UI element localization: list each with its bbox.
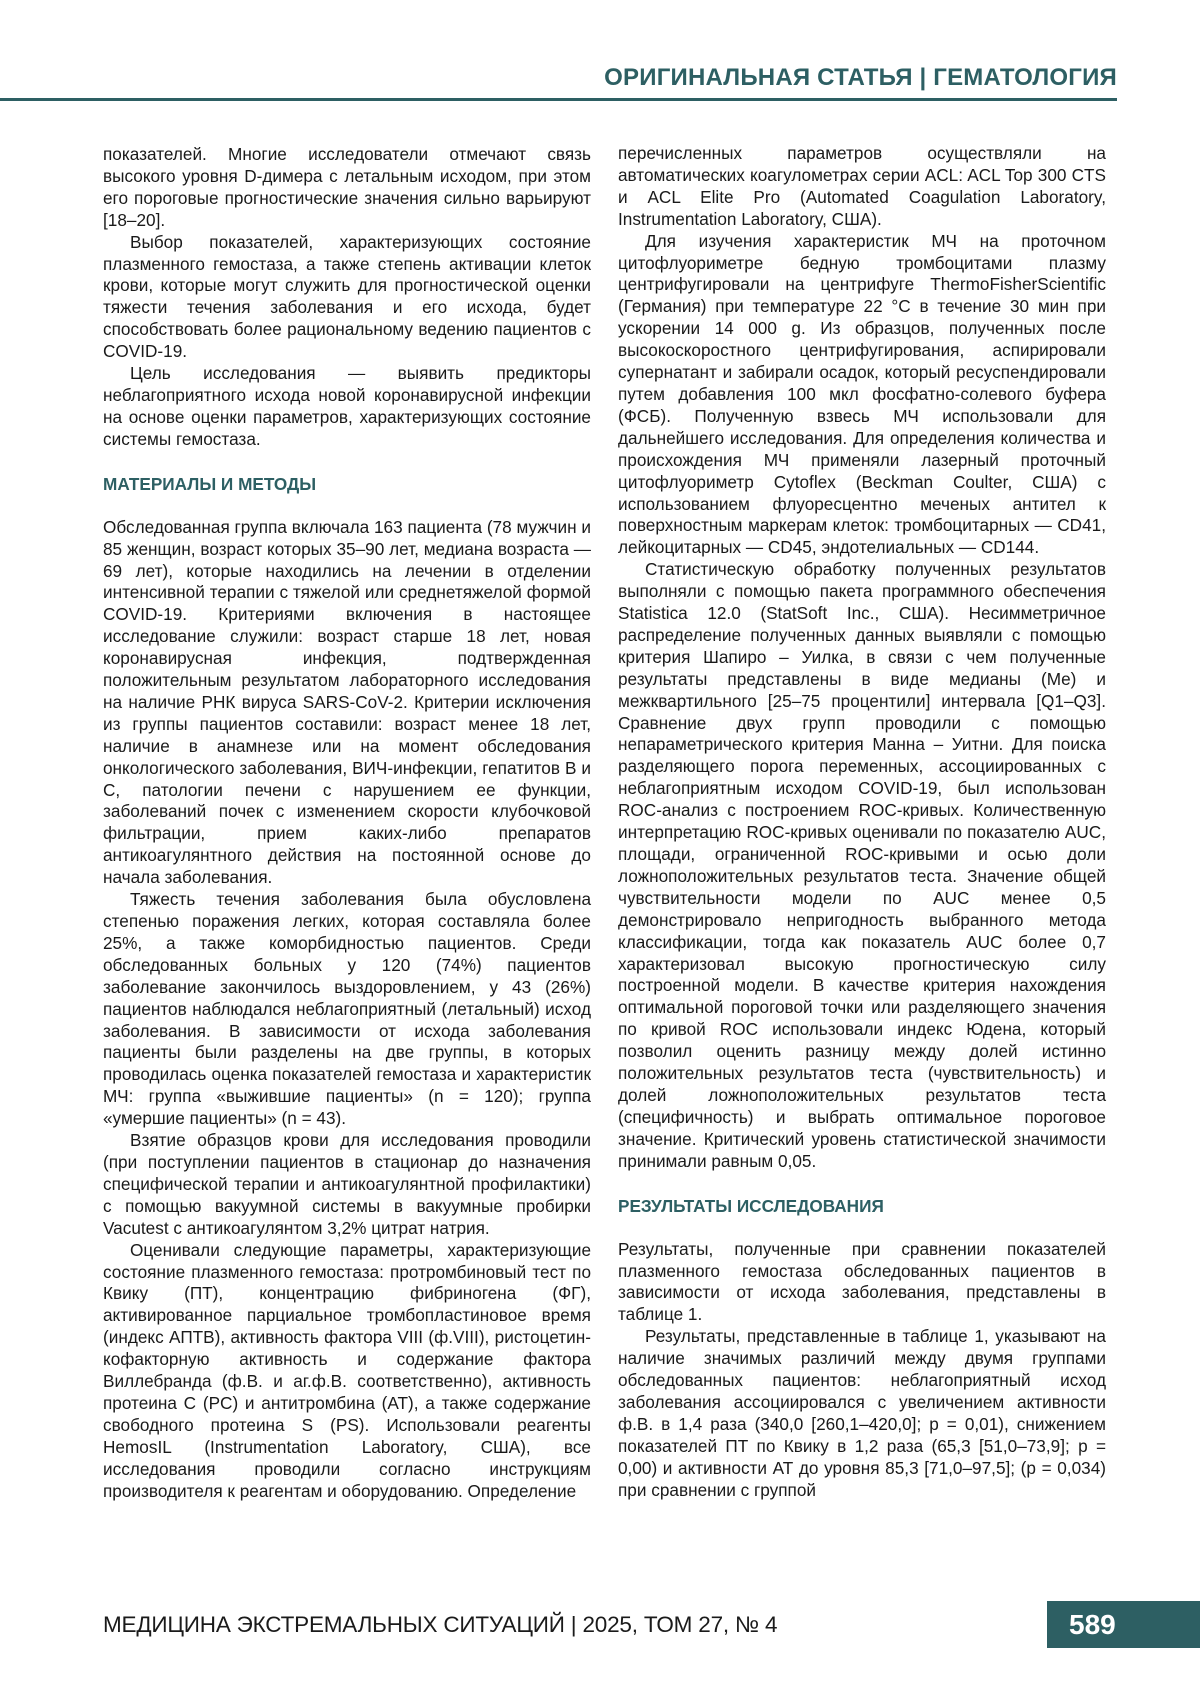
section-heading-results: РЕЗУЛЬТАТЫ ИССЛЕДОВАНИЯ <box>618 1195 884 1216</box>
section-heading-methods: МАТЕРИАЛЫ И МЕТОДЫ <box>103 473 317 494</box>
paragraph: Оценивали следующие параметры, характеризующие состояние плазменного гемостаза: протромбиновый тест по Квику (ПТ), концентрацию фибриногена (ФГ), активированное парциальное тромбопластиновое время (индекс АПТВ), активность фактора VIII (ф.VIII), ристоцетин-кофакторную активность и содержание фактора Виллебранда (ф.В. и аг.ф.В. соответственно), активность протеина С (PC) и антитромбина (AT), а также содержание свободного протеина S (PS). Использовали реагенты HemosIL (Instrumentation Laboratory, США), все исследования проводили согласно инструкциям производителя к реагентам и оборудованию. Определение <box>103 1239 591 1501</box>
page-number-box <box>1047 1601 1200 1648</box>
left-column <box>103 144 591 1502</box>
paragraph: Для изучения характеристик МЧ на проточном цитофлуориметре бедную тромбоцитами плазму центрифугировали на центрифуге ThermoFisherScientific (Германия) при температуре 22 °C в течение 30 мин при ускорении 14 000 g. Из образцов, полученных после высокоскоростного центрифугирования, аспирировали супернатант и забирали осадок, который ресуспендировали путем добавления 100 мкл фосфатно-солевого буфера (ФСБ). Полученную взвесь МЧ использовали для дальнейшего исследования. Для определения количества и происхождения МЧ применяли лазерный проточный цитофлуориметр Cytoflex (Beckman Coulter, США) с использованием флуоресцентно меченых антител к поверхностным маркерам клеток: тромбоцитарных — CD41, лейкоцитарных — CD45, эндотелиальных — CD144. <box>618 230 1106 558</box>
paragraph: перечисленных параметров осуществляли на автоматических коагулометрах серии ACL: ACL Top 300 CTS и ACL Elite Pro (Automated Coagulation Laboratory, Instrumentation Laboratory, США). <box>618 143 1106 229</box>
paragraph: показателей. Многие исследователи отмечают связь высокого уровня D-димера с летальным исходом, при этом его пороговые прогностические значения сильно варьируют [18–20]. <box>103 144 591 230</box>
paragraph: Обследованная группа включала 163 пациента (78 мужчин и 85 женщин, возраст которых 35–90 лет, медиана возраста — 69 лет), которые находились на лечении в отделении интенсивной терапии с тяжелой или среднетяжелой формой COVID-19. Критериями включения в настоящее исследование служили: возраст старше 18 лет, новая коронавирусная инфекция, подтвержденная положительным результатом лабораторного исследования на наличие РНК вируса SARS-CoV-2. Критерии исключения из группы пациентов составили: возраст менее 18 лет, наличие в анамнезе или на момент обследования онкологического заболевания, ВИЧ-инфекции, гепатитов В и С, патологии печени с нарушением ее функции, заболеваний почек с изменением скорости клубочковой фильтрации, прием каких-либо препаратов антикоагулянтного действия на постоянной основе до начала заболевания. <box>103 516 591 888</box>
paragraph: Результаты, полученные при сравнении показателей плазменного гемостаза обследованных пациентов в зависимости от исхода заболевания, представлены в таблице 1. <box>618 1238 1106 1325</box>
paragraph: Взятие образцов крови для исследования проводили (при поступлении пациентов в стационар до назначения специфической терапии и антикоагулянтной профилактики) с помощью вакуумной системы в вакуумные пробирки Vacutest с антикоагулянтом 3,2% цитрат натрия. <box>103 1130 591 1238</box>
paragraph: Тяжесть течения заболевания была обусловлена степенью поражения легких, которая составляла более 25%, а также коморбидностью пациентов. Среди обследованных больных у 120 (74%) пациентов заболевание закончилось выздоровлением, у 43 (26%) пациентов наблюдался неблагоприятный (летальный) исход заболевания. В зависимости от исхода заболевания пациенты были разделены на две группы, в которых проводилась оценка показателей гемостаза и характеристик МЧ: группа «выжившие пациенты» (n = 120); группа «умершие пациенты» (n = 43). <box>103 889 591 1129</box>
paragraph: Цель исследования — выявить предикторы неблагоприятного исхода новой коронавирусной инфекции на основе оценки параметров, характеризующих состояние системы гемостаза. <box>103 363 591 449</box>
paragraph: Результаты, представленные в таблице 1, указывают на наличие значимых различий между двумя группами обследованных пациентов: неблагоприятный исход заболевания ассоциировался с увеличением активности ф.В. в 1,4 раза (340,0 [260,1–420,0]; p = 0,01), снижением показателей ПТ по Квику в 1,2 раза (65,3 [51,0–73,9]; p = 0,00) и активности АТ до уровня 85,3 [71,0–97,5]; (p = 0,034) при сравнении с группой <box>618 1326 1106 1500</box>
page-number: 589 <box>1069 1609 1116 1640</box>
right-column <box>618 143 1106 1501</box>
journal-footer: МЕДИЦИНА ЭКСТРЕМАЛЬНЫХ СИТУАЦИЙ | 2025, ТОМ 27, № 4 <box>103 1612 778 1637</box>
paragraph: Статистическую обработку полученных результатов выполняли с помощью пакета программного обеспечения Statistica 12.0 (StatSoft Inc., США). Несимметричное распределение полученных данных выявляли с помощью критерия Шапиро – Уилка, в связи с чем полученные результаты представлены в виде медианы (Me) и межквартильного [25–75 процентили] интервала [Q1–Q3]. Сравнение двух групп проводили с помощью непараметрического критерия Манна – Уитни. Для поиска разделяющего порога переменных, ассоциированных с неблагоприятным исходом COVID-19, был использован ROC-анализ с построением ROC-кривых. Количественную интерпретацию ROC-кривых оценивали по показателю AUC, площади, ограниченной ROC-кривыми и осью доли ложноположительных результатов теста. Значение общей чувствительности модели по AUC менее 0,5 демонстрировало непригодность выбранного метода классификации, тогда как показатель AUC более 0,7 характеризовал высокую прогностическую силу построенной модели. В качестве критерия нахождения оптимальной пороговой точки или разделяющего значения по кривой ROC использовали индекс Юдена, который позволил оценить разницу между долей истинно положительных результатов теста (чувствительность) и долей ложноположительных результатов теста (специфичность) и выбрать оптимальное пороговое значение. Критический уровень статистической значимости принимали равным 0,05. <box>618 559 1106 1171</box>
page-header <box>0 60 1117 101</box>
section-title: ОРИГИНАЛЬНАЯ СТАТЬЯ | ГЕМАТОЛОГИЯ <box>604 64 1117 91</box>
paragraph: Выбор показателей, характеризующих состояние плазменного гемостаза, а также степень активации клеток крови, которые могут служить для прогностической оценки тяжести течения заболевания и его исхода, будет способствовать более рациональному ведению пациентов с COVID-19. <box>103 231 591 362</box>
